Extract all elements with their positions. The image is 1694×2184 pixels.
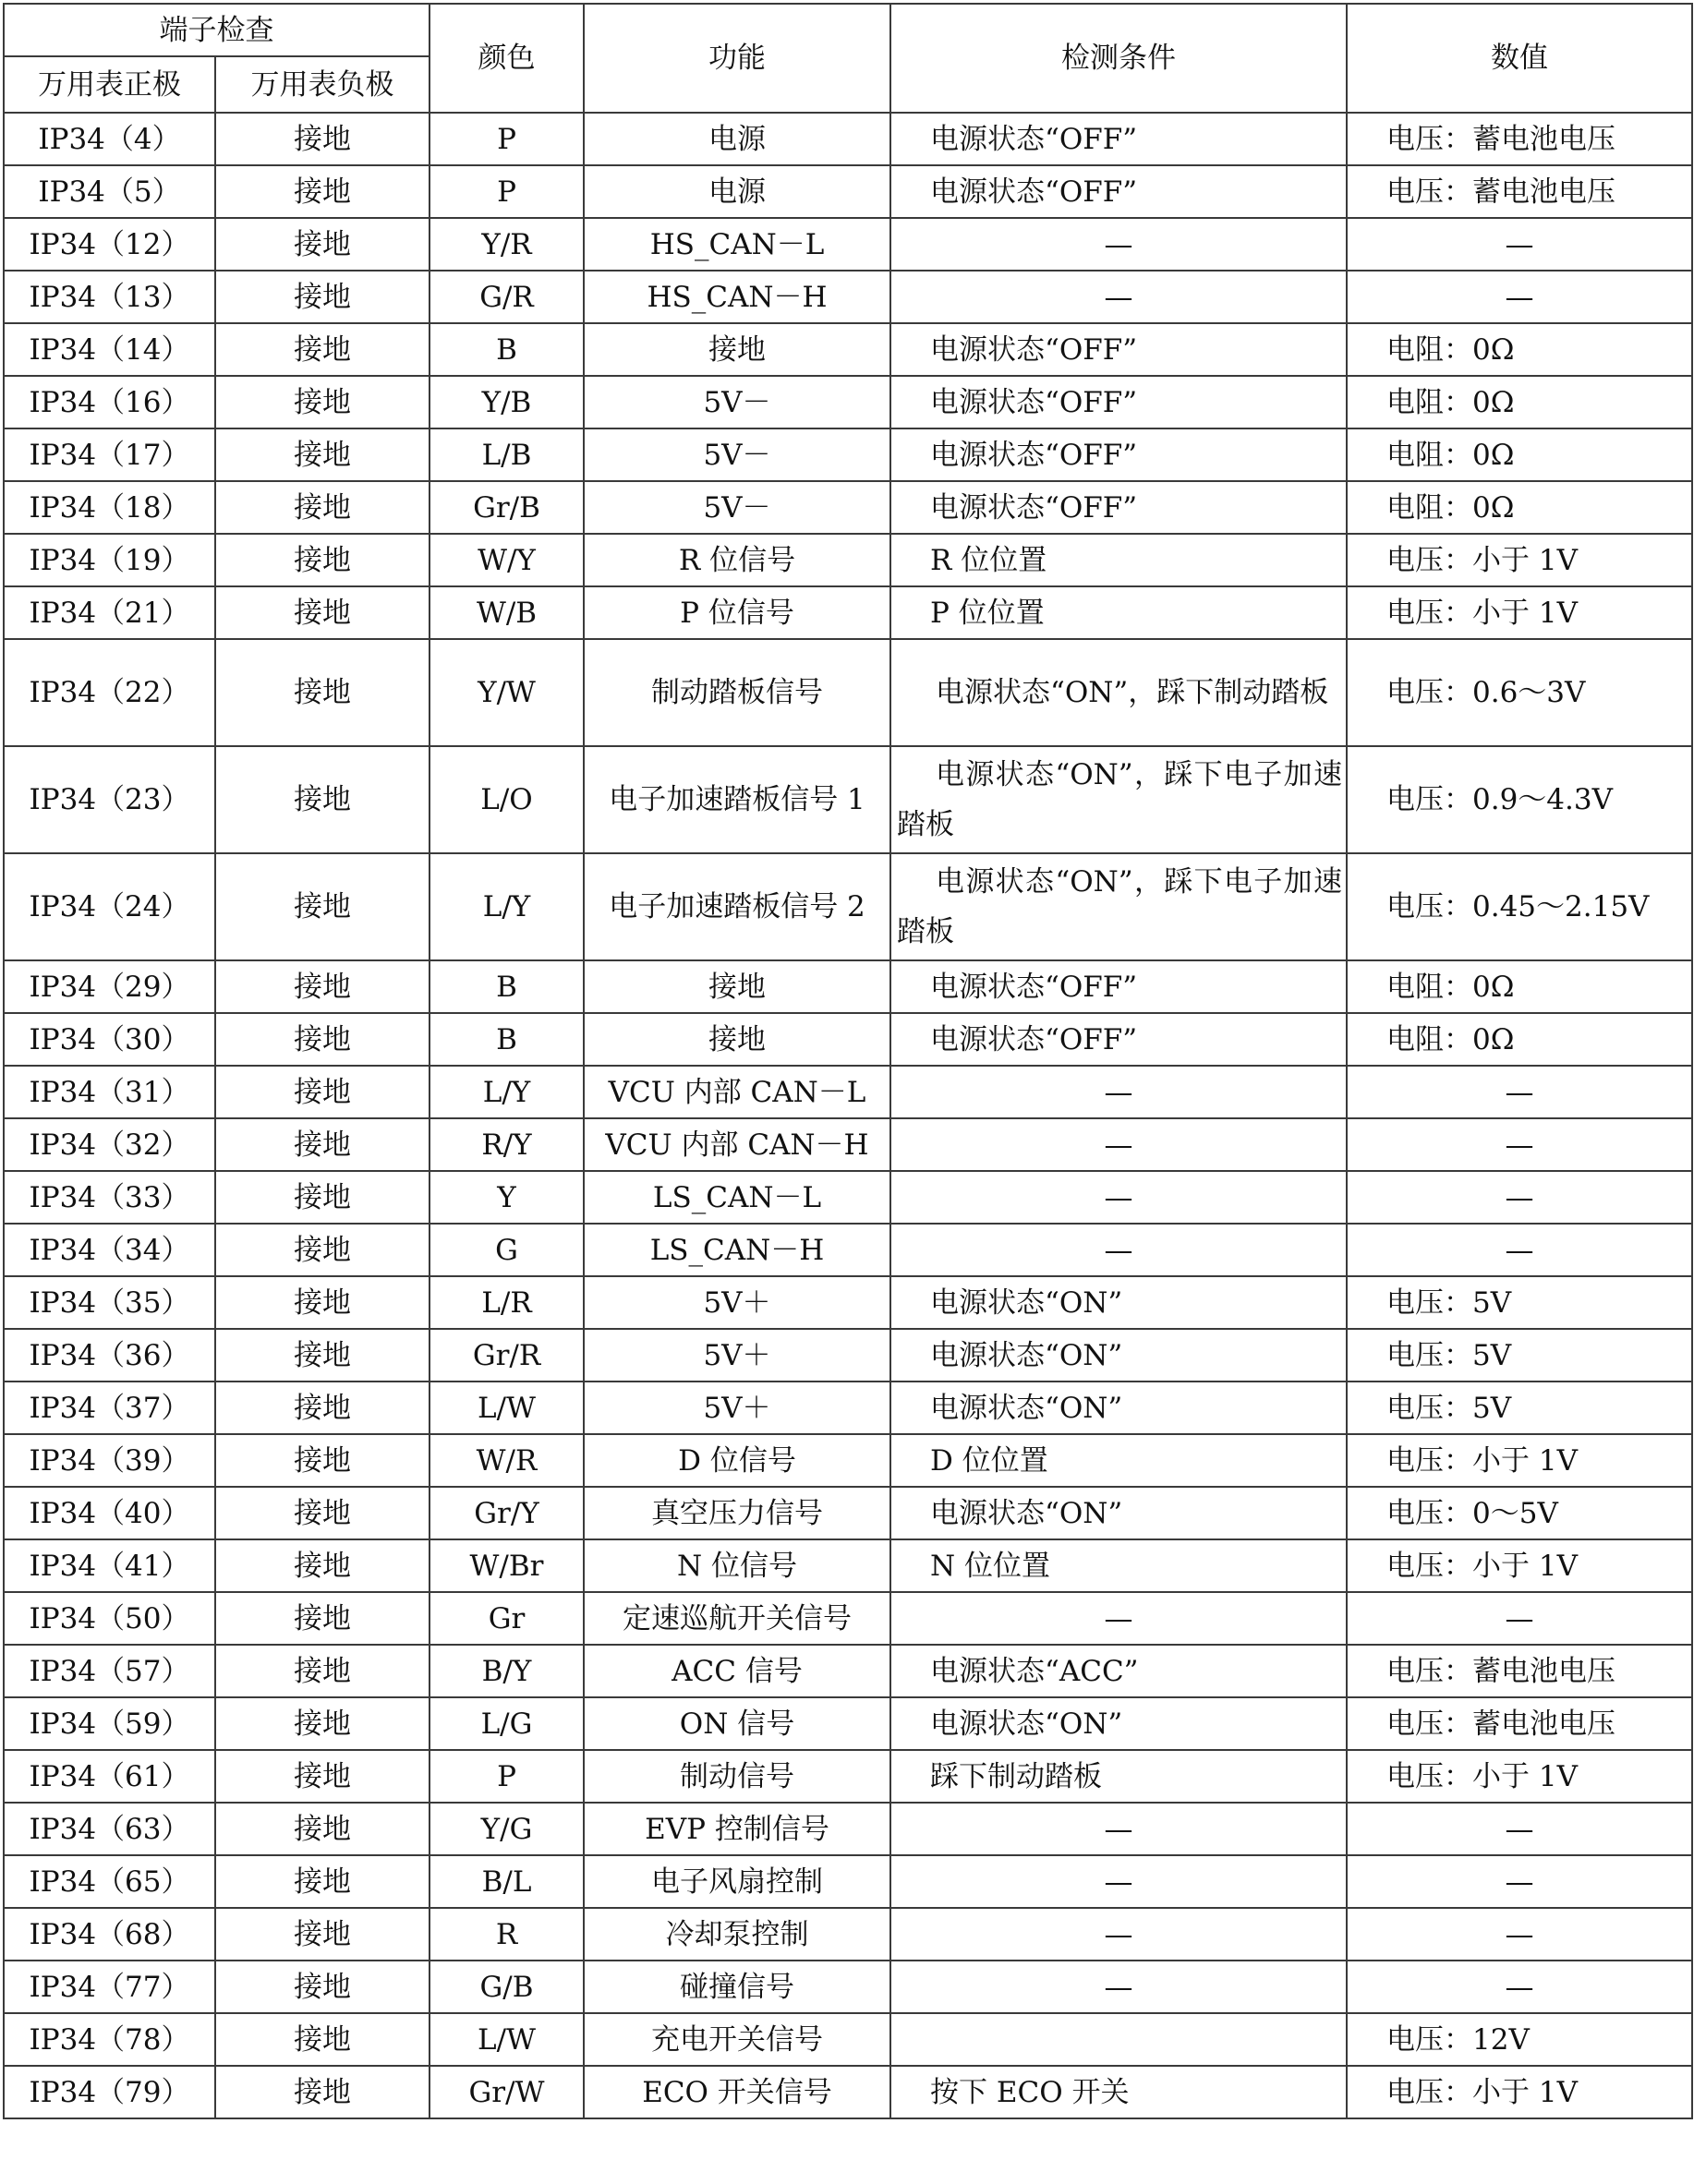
cell-condition: 电源状态“ON” [890, 1382, 1347, 1434]
cell-condition: 电源状态“ON” [890, 1276, 1347, 1329]
table-header [4, 4, 1692, 113]
cell-negative-terminal: 接地 [215, 1013, 430, 1066]
cell-function: ON 信号 [584, 1697, 890, 1750]
cell-negative-terminal: 接地 [215, 1329, 430, 1382]
cell-negative-terminal: 接地 [215, 853, 430, 960]
cell-positive-terminal: IP34（4） [4, 113, 215, 165]
cell-function: HS_CAN－L [584, 218, 890, 271]
cell-positive-terminal: IP34（35） [4, 1276, 215, 1329]
cell-negative-terminal: 接地 [215, 1855, 430, 1908]
cell-function: 5V－ [584, 481, 890, 534]
cell-negative-terminal: 接地 [215, 271, 430, 323]
cell-negative-terminal: 接地 [215, 2066, 430, 2118]
cell-value: 电压：蓄电池电压 [1347, 1645, 1692, 1697]
cell-positive-terminal: IP34（40） [4, 1487, 215, 1539]
terminal-check-table [3, 3, 1693, 2119]
cell-positive-terminal: IP34（57） [4, 1645, 215, 1697]
table-row [4, 1434, 1692, 1487]
cell-wire-color: Y/R [430, 218, 584, 271]
cell-function: ACC 信号 [584, 1645, 890, 1697]
cell-value: 电压：0.45～2.15V [1347, 853, 1692, 960]
cell-value: — [1347, 1171, 1692, 1224]
table-row [4, 1276, 1692, 1329]
cell-condition: 电源状态“ON”，踩下电子加速踏板 [890, 746, 1347, 853]
table-row [4, 1013, 1692, 1066]
cell-positive-terminal: IP34（36） [4, 1329, 215, 1382]
cell-wire-color: B/Y [430, 1645, 584, 1697]
cell-positive-terminal: IP34（50） [4, 1592, 215, 1645]
cell-positive-terminal: IP34（32） [4, 1118, 215, 1171]
table-row [4, 1803, 1692, 1855]
cell-wire-color: L/G [430, 1697, 584, 1750]
cell-function: 接地 [584, 960, 890, 1013]
cell-value: 电压：蓄电池电压 [1347, 113, 1692, 165]
cell-condition: — [890, 1908, 1347, 1961]
cell-wire-color: R/Y [430, 1118, 584, 1171]
cell-value: 电压：蓄电池电压 [1347, 165, 1692, 218]
cell-negative-terminal: 接地 [215, 960, 430, 1013]
cell-function: 5V－ [584, 428, 890, 481]
cell-condition: 电源状态“OFF” [890, 960, 1347, 1013]
cell-positive-terminal: IP34（14） [4, 323, 215, 376]
cell-condition: — [890, 1118, 1347, 1171]
cell-positive-terminal: IP34（29） [4, 960, 215, 1013]
cell-function: 5V＋ [584, 1382, 890, 1434]
cell-value: 电压：0.9～4.3V [1347, 746, 1692, 853]
cell-negative-terminal: 接地 [215, 1961, 430, 2013]
cell-positive-terminal: IP34（39） [4, 1434, 215, 1487]
table-row [4, 323, 1692, 376]
cell-condition: — [890, 1171, 1347, 1224]
cell-negative-terminal: 接地 [215, 1592, 430, 1645]
cell-function: LS_CAN－H [584, 1224, 890, 1276]
table-row [4, 165, 1692, 218]
cell-negative-terminal: 接地 [215, 1539, 430, 1592]
cell-wire-color: L/B [430, 428, 584, 481]
cell-function: 真空压力信号 [584, 1487, 890, 1539]
cell-value: — [1347, 1908, 1692, 1961]
cell-positive-terminal: IP34（59） [4, 1697, 215, 1750]
cell-positive-terminal: IP34（65） [4, 1855, 215, 1908]
cell-condition: 电源状态“ON” [890, 1487, 1347, 1539]
cell-positive-terminal: IP34（16） [4, 376, 215, 428]
cell-function: 定速巡航开关信号 [584, 1592, 890, 1645]
cell-condition: 电源状态“ON”，踩下制动踏板 [890, 639, 1347, 746]
cell-function: R 位信号 [584, 534, 890, 586]
table-row [4, 1066, 1692, 1118]
cell-function: 接地 [584, 323, 890, 376]
cell-function: 接地 [584, 1013, 890, 1066]
cell-function: EVP 控制信号 [584, 1803, 890, 1855]
cell-wire-color: Gr/W [430, 2066, 584, 2118]
cell-function: 制动信号 [584, 1750, 890, 1803]
cell-condition: 电源状态“ACC” [890, 1645, 1347, 1697]
cell-negative-terminal: 接地 [215, 1750, 430, 1803]
header-value: 数值 [1347, 4, 1692, 113]
cell-value: — [1347, 1803, 1692, 1855]
cell-positive-terminal: IP34（24） [4, 853, 215, 960]
cell-value: — [1347, 1855, 1692, 1908]
cell-negative-terminal: 接地 [215, 746, 430, 853]
cell-function: 制动踏板信号 [584, 639, 890, 746]
cell-function: D 位信号 [584, 1434, 890, 1487]
cell-wire-color: W/Br [430, 1539, 584, 1592]
cell-positive-terminal: IP34（19） [4, 534, 215, 586]
cell-negative-terminal: 接地 [215, 1908, 430, 1961]
cell-condition: R 位位置 [890, 534, 1347, 586]
cell-negative-terminal: 接地 [215, 376, 430, 428]
cell-condition: — [890, 271, 1347, 323]
cell-condition [890, 2013, 1347, 2066]
cell-value: 电压：0.6～3V [1347, 639, 1692, 746]
cell-condition: 电源状态“OFF” [890, 376, 1347, 428]
cell-function: 5V－ [584, 376, 890, 428]
cell-function: LS_CAN－L [584, 1171, 890, 1224]
cell-condition: — [890, 1803, 1347, 1855]
table-row [4, 271, 1692, 323]
cell-wire-color: Gr/B [430, 481, 584, 534]
cell-condition: 电源状态“ON” [890, 1329, 1347, 1382]
cell-function: 充电开关信号 [584, 2013, 890, 2066]
cell-condition: 电源状态“OFF” [890, 481, 1347, 534]
cell-function: ECO 开关信号 [584, 2066, 890, 2118]
table-row [4, 1224, 1692, 1276]
cell-value: 电阻：0Ω [1347, 960, 1692, 1013]
table-row [4, 1855, 1692, 1908]
cell-negative-terminal: 接地 [215, 218, 430, 271]
cell-value: — [1347, 1961, 1692, 2013]
table-row [4, 586, 1692, 639]
header-condition: 检测条件 [890, 4, 1347, 113]
cell-positive-terminal: IP34（12） [4, 218, 215, 271]
cell-condition: D 位位置 [890, 1434, 1347, 1487]
header-function: 功能 [584, 4, 890, 113]
cell-negative-terminal: 接地 [215, 113, 430, 165]
cell-condition: — [890, 1224, 1347, 1276]
table-row [4, 218, 1692, 271]
cell-positive-terminal: IP34（22） [4, 639, 215, 746]
cell-wire-color: G [430, 1224, 584, 1276]
cell-condition: — [890, 1592, 1347, 1645]
cell-value: 电阻：0Ω [1347, 323, 1692, 376]
cell-wire-color: R [430, 1908, 584, 1961]
cell-wire-color: B [430, 323, 584, 376]
cell-negative-terminal: 接地 [215, 1118, 430, 1171]
table-row [4, 639, 1692, 746]
table-row [4, 113, 1692, 165]
cell-value: — [1347, 1066, 1692, 1118]
cell-negative-terminal: 接地 [215, 1224, 430, 1276]
cell-positive-terminal: IP34（63） [4, 1803, 215, 1855]
cell-condition: 按下 ECO 开关 [890, 2066, 1347, 2118]
cell-condition: 电源状态“ON”，踩下电子加速踏板 [890, 853, 1347, 960]
cell-negative-terminal: 接地 [215, 534, 430, 586]
cell-value: 电压：小于 1V [1347, 534, 1692, 586]
header-positive-probe: 万用表正极 [4, 56, 215, 113]
cell-positive-terminal: IP34（17） [4, 428, 215, 481]
table-row [4, 1645, 1692, 1697]
cell-wire-color: L/O [430, 746, 584, 853]
cell-positive-terminal: IP34（34） [4, 1224, 215, 1276]
cell-condition: 电源状态“OFF” [890, 428, 1347, 481]
table-body [4, 113, 1692, 2118]
table-row [4, 1382, 1692, 1434]
cell-value: — [1347, 218, 1692, 271]
table-row [4, 428, 1692, 481]
cell-value: 电阻：0Ω [1347, 376, 1692, 428]
cell-condition: 电源状态“OFF” [890, 323, 1347, 376]
cell-value: 电压：小于 1V [1347, 2066, 1692, 2118]
cell-value: — [1347, 1224, 1692, 1276]
cell-positive-terminal: IP34（61） [4, 1750, 215, 1803]
cell-function: 电子加速踏板信号 1 [584, 746, 890, 853]
table-row [4, 1697, 1692, 1750]
cell-wire-color: L/Y [430, 853, 584, 960]
cell-condition: 电源状态“ON” [890, 1697, 1347, 1750]
cell-value: — [1347, 271, 1692, 323]
cell-wire-color: G/B [430, 1961, 584, 2013]
cell-value: 电压：5V [1347, 1382, 1692, 1434]
cell-function: HS_CAN－H [584, 271, 890, 323]
cell-wire-color: Y/G [430, 1803, 584, 1855]
cell-value: 电压：蓄电池电压 [1347, 1697, 1692, 1750]
cell-wire-color: Gr/R [430, 1329, 584, 1382]
cell-function: VCU 内部 CAN－H [584, 1118, 890, 1171]
cell-positive-terminal: IP34（33） [4, 1171, 215, 1224]
cell-wire-color: P [430, 113, 584, 165]
table-row [4, 1487, 1692, 1539]
cell-wire-color: L/Y [430, 1066, 584, 1118]
cell-positive-terminal: IP34（77） [4, 1961, 215, 2013]
table-row [4, 1592, 1692, 1645]
table-row [4, 1171, 1692, 1224]
cell-negative-terminal: 接地 [215, 481, 430, 534]
cell-function: 5V＋ [584, 1329, 890, 1382]
cell-function: 电子加速踏板信号 2 [584, 853, 890, 960]
header-color: 颜色 [430, 4, 584, 113]
cell-value: 电压：小于 1V [1347, 1434, 1692, 1487]
cell-value: 电压：5V [1347, 1276, 1692, 1329]
cell-wire-color: P [430, 165, 584, 218]
cell-negative-terminal: 接地 [215, 1066, 430, 1118]
cell-wire-color: Y/B [430, 376, 584, 428]
table-row [4, 481, 1692, 534]
cell-negative-terminal: 接地 [215, 1803, 430, 1855]
header-terminal-check: 端子检查 [4, 4, 430, 56]
cell-positive-terminal: IP34（23） [4, 746, 215, 853]
cell-wire-color: L/R [430, 1276, 584, 1329]
cell-positive-terminal: IP34（79） [4, 2066, 215, 2118]
cell-wire-color: B [430, 960, 584, 1013]
cell-wire-color: W/R [430, 1434, 584, 1487]
cell-wire-color: Y/W [430, 639, 584, 746]
cell-positive-terminal: IP34（68） [4, 1908, 215, 1961]
cell-value: 电压：小于 1V [1347, 1750, 1692, 1803]
cell-negative-terminal: 接地 [215, 1645, 430, 1697]
cell-value: 电压：5V [1347, 1329, 1692, 1382]
cell-value: — [1347, 1592, 1692, 1645]
table-row [4, 1908, 1692, 1961]
table-row [4, 1329, 1692, 1382]
cell-negative-terminal: 接地 [215, 1487, 430, 1539]
cell-wire-color: W/B [430, 586, 584, 639]
cell-negative-terminal: 接地 [215, 586, 430, 639]
cell-positive-terminal: IP34（18） [4, 481, 215, 534]
cell-function: 冷却泵控制 [584, 1908, 890, 1961]
table-row [4, 534, 1692, 586]
cell-condition: N 位位置 [890, 1539, 1347, 1592]
cell-condition: — [890, 1066, 1347, 1118]
cell-condition: 踩下制动踏板 [890, 1750, 1347, 1803]
cell-positive-terminal: IP34（78） [4, 2013, 215, 2066]
cell-condition: P 位位置 [890, 586, 1347, 639]
cell-negative-terminal: 接地 [215, 1171, 430, 1224]
cell-condition: 电源状态“OFF” [890, 113, 1347, 165]
cell-positive-terminal: IP34（30） [4, 1013, 215, 1066]
cell-value: — [1347, 1118, 1692, 1171]
cell-wire-color: G/R [430, 271, 584, 323]
cell-wire-color: L/W [430, 2013, 584, 2066]
cell-function: N 位信号 [584, 1539, 890, 1592]
cell-positive-terminal: IP34（21） [4, 586, 215, 639]
cell-positive-terminal: IP34（5） [4, 165, 215, 218]
table-row [4, 1750, 1692, 1803]
cell-wire-color: L/W [430, 1382, 584, 1434]
cell-function: 电源 [584, 113, 890, 165]
cell-value: 电压：0～5V [1347, 1487, 1692, 1539]
table-row [4, 2066, 1692, 2118]
cell-function: P 位信号 [584, 586, 890, 639]
cell-wire-color: Y [430, 1171, 584, 1224]
table-row [4, 960, 1692, 1013]
cell-negative-terminal: 接地 [215, 2013, 430, 2066]
cell-wire-color: P [430, 1750, 584, 1803]
cell-function: VCU 内部 CAN－L [584, 1066, 890, 1118]
cell-condition: — [890, 218, 1347, 271]
cell-negative-terminal: 接地 [215, 165, 430, 218]
table-row [4, 746, 1692, 853]
table-row [4, 1539, 1692, 1592]
cell-value: 电压：小于 1V [1347, 586, 1692, 639]
cell-value: 电阻：0Ω [1347, 1013, 1692, 1066]
cell-condition: — [890, 1855, 1347, 1908]
cell-value: 电压：小于 1V [1347, 1539, 1692, 1592]
cell-negative-terminal: 接地 [215, 428, 430, 481]
cell-positive-terminal: IP34（37） [4, 1382, 215, 1434]
cell-condition: 电源状态“OFF” [890, 1013, 1347, 1066]
cell-negative-terminal: 接地 [215, 639, 430, 746]
cell-condition: 电源状态“OFF” [890, 165, 1347, 218]
table-row [4, 853, 1692, 960]
header-negative-probe: 万用表负极 [215, 56, 430, 113]
cell-negative-terminal: 接地 [215, 1434, 430, 1487]
cell-function: 5V＋ [584, 1276, 890, 1329]
cell-wire-color: B [430, 1013, 584, 1066]
cell-negative-terminal: 接地 [215, 323, 430, 376]
cell-value: 电压：12V [1347, 2013, 1692, 2066]
cell-value: 电阻：0Ω [1347, 481, 1692, 534]
cell-wire-color: Gr [430, 1592, 584, 1645]
cell-wire-color: Gr/Y [430, 1487, 584, 1539]
cell-wire-color: W/Y [430, 534, 584, 586]
cell-wire-color: B/L [430, 1855, 584, 1908]
table-row [4, 2013, 1692, 2066]
table-row [4, 1118, 1692, 1171]
table-row [4, 1961, 1692, 2013]
cell-positive-terminal: IP34（41） [4, 1539, 215, 1592]
cell-positive-terminal: IP34（13） [4, 271, 215, 323]
cell-value: 电阻：0Ω [1347, 428, 1692, 481]
table-row [4, 376, 1692, 428]
cell-positive-terminal: IP34（31） [4, 1066, 215, 1118]
cell-function: 电源 [584, 165, 890, 218]
cell-negative-terminal: 接地 [215, 1276, 430, 1329]
cell-negative-terminal: 接地 [215, 1382, 430, 1434]
cell-function: 碰撞信号 [584, 1961, 890, 2013]
cell-condition: — [890, 1961, 1347, 2013]
cell-negative-terminal: 接地 [215, 1697, 430, 1750]
cell-function: 电子风扇控制 [584, 1855, 890, 1908]
